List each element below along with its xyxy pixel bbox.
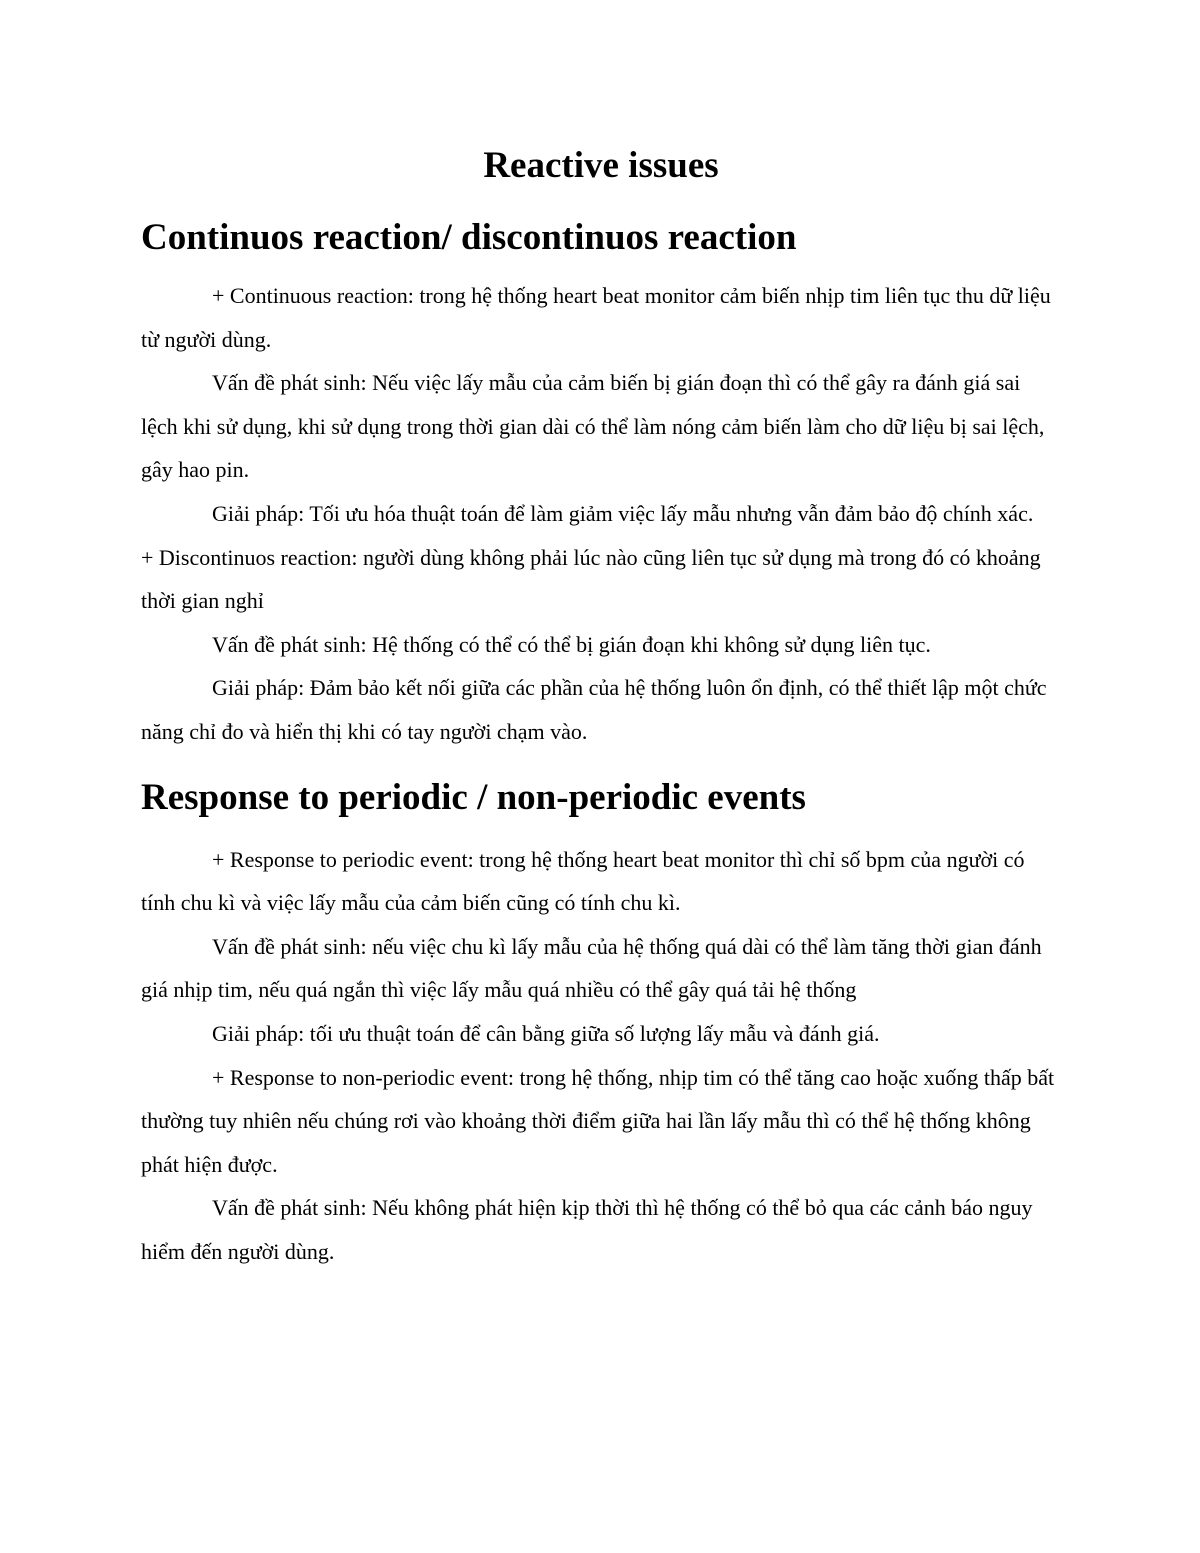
paragraph-continuous-reaction: + Continuous reaction: trong hệ thống heart beat monitor cảm biến nhịp tim liên tục thu dữ liệu từ người dùng. [141,283,1051,352]
paragraph-discontinuous-problem: Vấn đề phát sinh: Hệ thống có thể có thể bị gián đoạn khi không sử dụng liên tục. [212,631,931,657]
paragraph-non-periodic-problem: Vấn đề phát sinh: Nếu không phát hiện kịp thời thì hệ thống có thể bỏ qua các cảnh báo nguy hiểm đến người dùng. [141,1195,1033,1264]
section-heading-periodic-events: Response to periodic / non-periodic events [141,776,806,818]
paragraph-discontinuous-reaction: + Discontinuos reaction: người dùng không phải lúc nào cũng liên tục sử dụng mà trong đó có khoảng thời gian nghỉ [141,544,1041,614]
paragraph-periodic-problem: Vấn đề phát sinh: nếu việc chu kì lấy mẫu của hệ thống quá dài có thể làm tăng thời gian đánh giá nhịp tim, nếu quá ngắn thì việc lấy mẫu quá nhiều có thể gây quá tải hệ thống [141,933,1042,1003]
paragraph-discontinuous-solution: Giải pháp: Đảm bảo kết nối giữa các phần của hệ thống luôn ổn định, có thể thiết lập một chức năng chỉ đo và hiển thị khi có tay người chạm vào. [141,675,1047,744]
paragraph-continuous-solution: Giải pháp: Tối ưu hóa thuật toán để làm giảm việc lấy mẫu nhưng vẫn đảm bảo độ chính xác. [212,500,1034,526]
document-page [141,138,1061,1273]
document-title: Reactive issues [483,145,719,186]
section-body-periodic-events [141,838,1061,1274]
paragraph-periodic-event: + Response to periodic event: trong hệ thống heart beat monitor thì chỉ số bpm của người có tính chu kì và việc lấy mẫu của cảm biến cũng có tính chu kì. [141,846,1025,916]
paragraph-periodic-solution: Giải pháp: tối ưu thuật toán để cân bằng giữa số lượng lấy mẫu và đánh giá. [212,1020,880,1046]
paragraph-continuous-problem: Vấn đề phát sinh: Nếu việc lấy mẫu của cảm biến bị gián đoạn thì có thể gây ra đánh giá sai lệch khi sử dụng, khi sử dụng trong thời gian dài có thể làm nóng cảm biến làm cho dữ liệu bị sai lệch, gây hao pin. [141,370,1045,483]
section-body-continuous-reaction [141,274,1061,754]
section-heading-continuous-reaction: Continuos reaction/ discontinuos reaction [141,217,797,258]
paragraph-non-periodic-event: + Response to non-periodic event: trong hệ thống, nhịp tim có thể tăng cao hoặc xuống thấp bất thường tuy nhiên nếu chúng rơi vào khoảng thời điểm giữa hai lần lấy mẫu thì có thể hệ thống không phát hiện được. [141,1064,1055,1177]
